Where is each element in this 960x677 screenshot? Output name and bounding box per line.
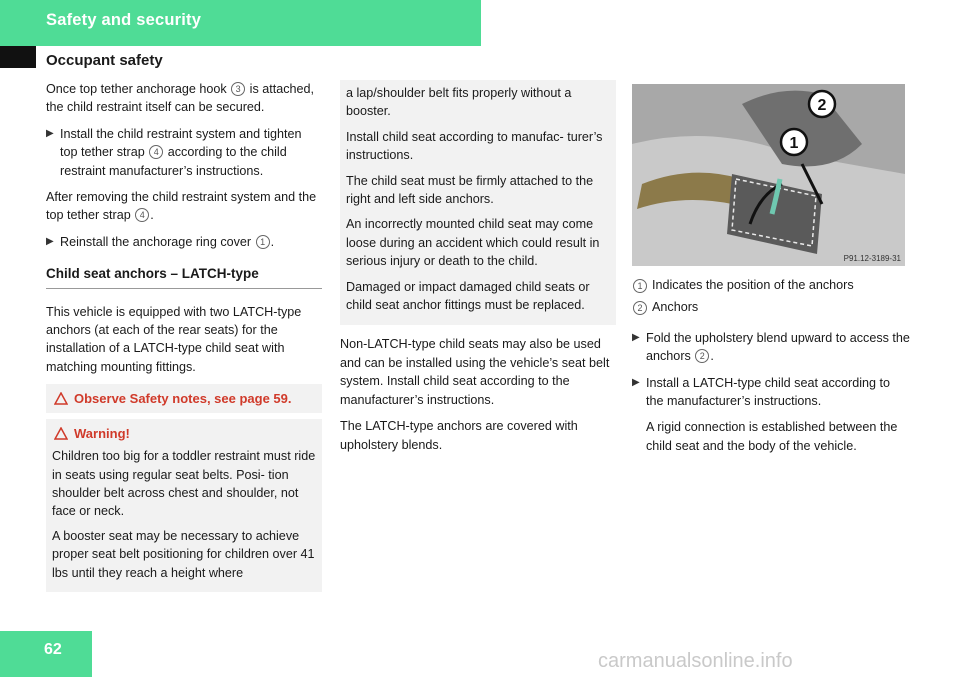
instruction-step: ▶ Fold the upholstery blend upward to access the anchors 2 . [632,330,910,364]
column-2 [340,80,616,462]
warning-text: A booster seat may be necessary to achieve proper seat belt positioning for children over 41 lbs until they reach a height where [52,528,315,580]
step-arrow-icon: ▶ [632,331,640,343]
callout-1: 1 [789,135,799,152]
column-1 [46,80,322,598]
legend-item: 2 Anchors [632,298,910,316]
step-arrow-icon: ▶ [46,127,54,139]
seat-illustration [632,84,905,266]
warning-text: An incorrectly mounted child seat may come loose during an accident which could result in serious injury or death to the child. [346,217,600,269]
warning-text: Children too big for a toddler restraint must ride in seats using regular seat belts. Posi- tion shoulder belt across chest and shoulder, not face or neck. [52,449,316,519]
page-number: 62 [44,641,62,658]
section-title: Occupant safety [46,52,163,69]
instruction-step: ▶ Install a LATCH-type child seat according to the manufacturer’s instructions. [632,375,891,409]
ref-number: 4 [135,208,149,222]
paragraph: This vehicle is equipped with two LATCH-type anchors (at each of the rear seats) for the installation of a LATCH-type child seat with matching mounting fittings. [46,304,302,374]
ref-number: 4 [149,145,163,159]
safety-note-title: Observe Safety notes, see page 59. [52,390,316,408]
paragraph: The LATCH-type anchors are covered with upholstery blends. [340,419,578,452]
paragraph: Non-LATCH-type child seats may also be used and can be installed using the vehicle’s seat belt system. Install child seat according to the manufacturer’s instructions. [340,337,610,407]
step-detail: A rigid connection is established between the child seat and the body of the vehicle. [646,420,898,453]
ref-number: 2 [695,349,709,363]
warning-title: Warning! [52,425,316,443]
section-marker [0,46,36,68]
step-arrow-icon: ▶ [46,235,54,247]
image-reference-code: P91.12-3189-31 [843,254,901,263]
warning-icon [54,392,68,405]
column-3 [632,84,910,463]
legend-number: 1 [633,279,647,293]
step-arrow-icon: ▶ [632,376,640,388]
anchor-photo [632,84,905,266]
warning-box [46,419,322,592]
paragraph: Once top tether anchorage hook 3 is attached, the child restraint itself can be secured. [46,82,315,115]
warning-icon [54,427,68,440]
warning-text: Install child seat according to manufac- turer’s instructions. [346,129,603,163]
legend-number: 2 [633,301,647,315]
instruction-step: ▶ Reinstall the anchorage ring cover 1 . [46,233,322,251]
instruction-step: ▶ Install the child restraint system and tighten top tether strap 4 according to the child restraint manufacturer’s instructions. [46,126,302,178]
ref-number: 1 [256,235,270,249]
subsection-heading: Child seat anchors – LATCH-type [46,265,322,288]
safety-note-box [46,384,322,412]
ref-number: 3 [231,82,245,96]
paragraph: After removing the child restraint system and the top tether strap 4 . [46,190,317,223]
warning-box-continued [340,80,616,325]
warning-text: a lap/shoulder belt fits properly without a booster. [346,86,572,119]
callout-2: 2 [817,97,827,114]
warning-text: The child seat must be firmly attached to the right and left side anchors. [346,173,594,207]
legend-item: 1 Indicates the position of the anchors [632,276,910,294]
watermark: carmanualsonline.info [598,650,793,672]
chapter-title: Safety and security [46,11,202,29]
warning-text: Damaged or impact damaged child seats or child seat anchor fittings must be replaced. [346,279,590,313]
